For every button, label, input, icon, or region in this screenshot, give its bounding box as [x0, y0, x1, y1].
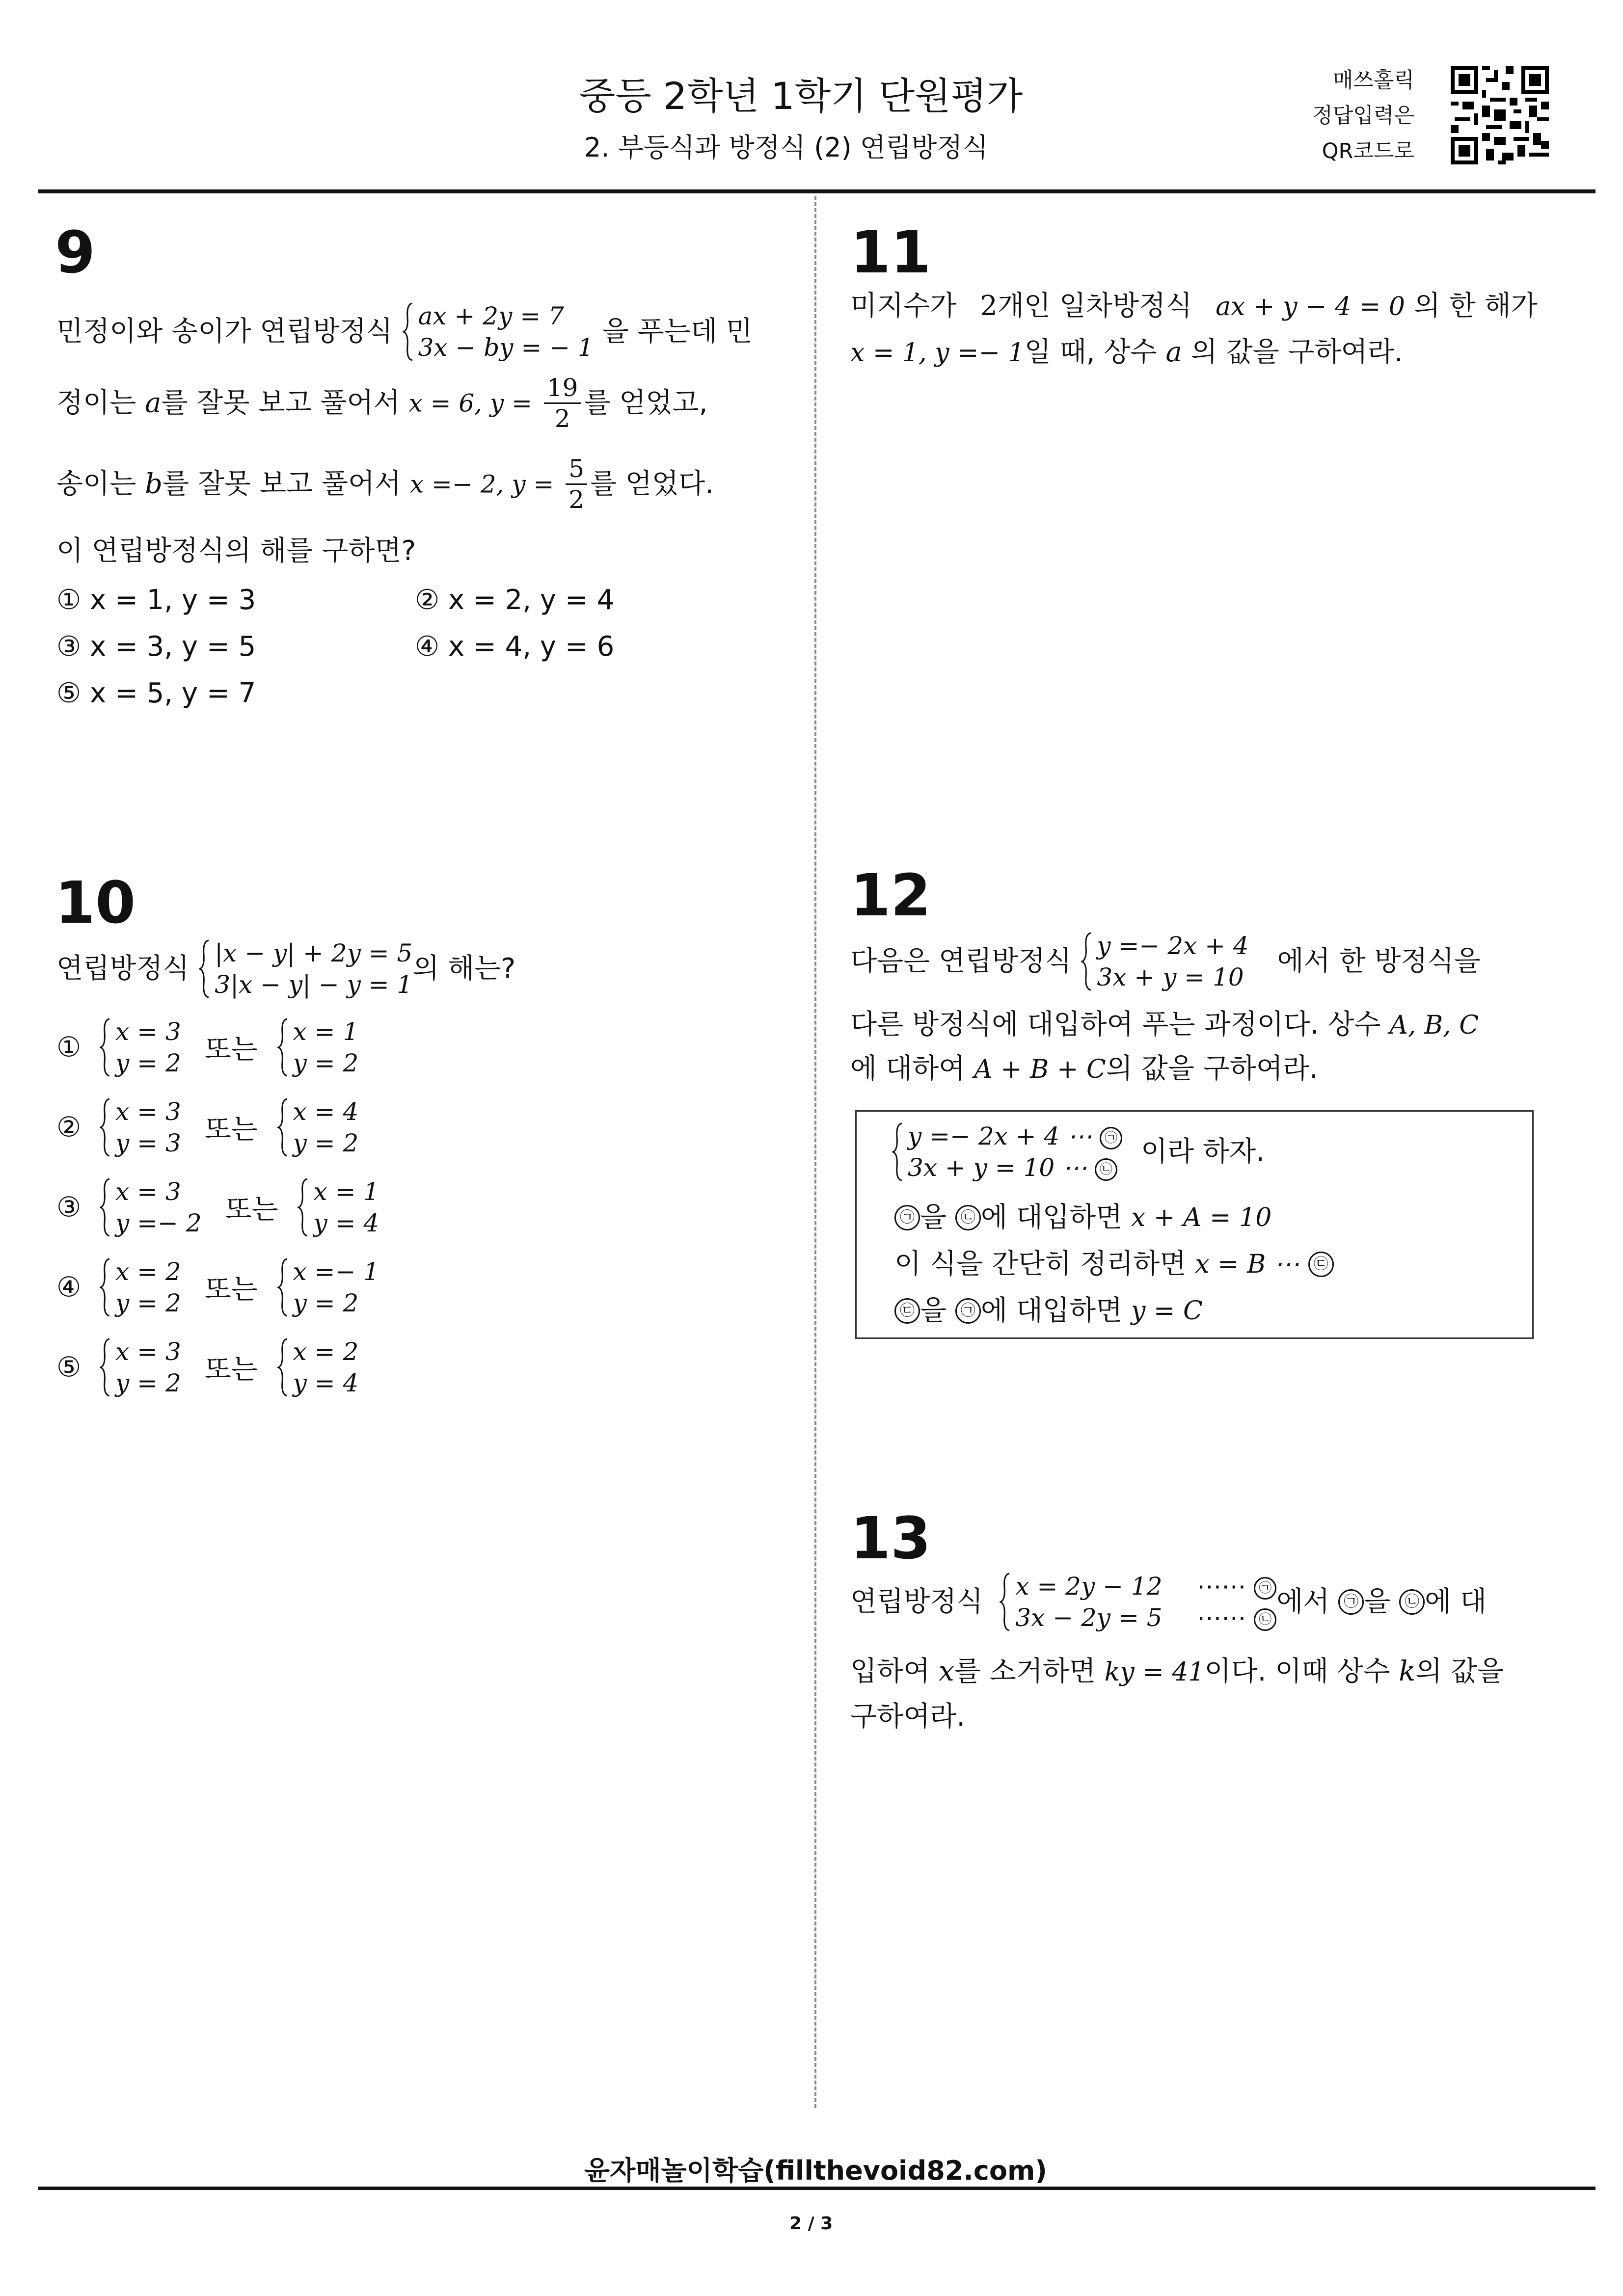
math-expr: x = 1, y =− 1: [850, 338, 1025, 368]
math-expr: ax + y − 4 = 0: [1216, 292, 1405, 321]
equation: y = 2: [293, 1289, 359, 1317]
choice[interactable]: ④ x = 4, y = 6: [415, 631, 615, 663]
box-text: 을: [920, 1201, 947, 1233]
variable: a: [1165, 336, 1182, 368]
equation: x = 1: [313, 1177, 379, 1206]
q9-text: 를 잘못 보고 풀어서: [161, 387, 400, 419]
equation: y = 2: [293, 1049, 359, 1077]
brace-icon: [100, 1338, 111, 1397]
q12-text: 에 대하여: [850, 1053, 966, 1085]
math-expr: ky = 41: [1104, 1657, 1205, 1687]
dots: ⋯⋯: [1197, 1603, 1246, 1632]
q9-line4: 이 연립방정식의 해를 구하면?: [56, 535, 416, 567]
equation: y = 2: [115, 1369, 181, 1397]
choice[interactable]: ③ x = 3, y = 5: [56, 631, 256, 663]
equation: x = 2: [115, 1257, 181, 1286]
q9-line1-post: 을 푸는데 민: [602, 316, 753, 347]
circled-label-icon: ㉠: [1254, 1577, 1276, 1600]
circled-label-icon: ㉡: [1254, 1608, 1276, 1631]
equation: y =− 2: [115, 1209, 202, 1237]
equation-system: [276, 1016, 359, 1079]
q12-text: 다음은 연립방정식: [850, 945, 1072, 977]
header-rule: [38, 189, 1596, 193]
equation-system: [276, 1256, 379, 1319]
equation-text: x = 2y − 12: [1015, 1572, 1163, 1601]
q11-text: 미지수가: [850, 290, 957, 322]
math-expr: A + B + C: [974, 1055, 1106, 1084]
brace-icon: [298, 1178, 309, 1237]
choice[interactable]: [56, 1096, 358, 1159]
brace-icon: [199, 939, 211, 998]
q11-text: 의 한 해가: [1413, 290, 1538, 322]
denominator: 2: [554, 404, 570, 433]
circled-label-icon: ㉢: [894, 1298, 920, 1324]
q13-text: 의 값을: [1415, 1655, 1504, 1687]
equation-system: [99, 1176, 202, 1239]
circled-label-icon: ㉢: [1308, 1252, 1334, 1277]
q11-line1: [850, 290, 1538, 322]
q13-text: 이다. 이때 상수: [1204, 1655, 1390, 1687]
equation: y = 4: [313, 1209, 379, 1237]
equation: y = 2: [115, 1289, 181, 1317]
equation: x =− 1: [293, 1257, 379, 1286]
qr-label-line: 정답입력은: [1312, 104, 1414, 128]
equation: [1015, 1571, 1276, 1602]
variable: b: [145, 468, 162, 500]
q9-text: 를 얻었고,: [584, 387, 708, 419]
q13-text: 을: [1364, 1586, 1391, 1618]
equation: y = 2: [293, 1129, 359, 1157]
box-text: 을: [920, 1294, 947, 1327]
math-expr: x = B ⋯: [1195, 1249, 1299, 1279]
equation: x = 3: [115, 1017, 181, 1046]
number: 2: [980, 290, 998, 322]
qr-label-line: QR코드로: [1322, 139, 1414, 163]
equation: [908, 1121, 1122, 1152]
or-text: 또는: [225, 1194, 278, 1226]
page-title: 중등 2학년 1학기 단원평가: [579, 74, 1023, 118]
equation-system: [999, 1571, 1276, 1633]
brace-icon: [892, 1122, 904, 1181]
brace-icon: [100, 1178, 111, 1237]
q9-text: 를 잘못 보고 풀어서: [162, 468, 402, 500]
q13-line3: 구하여라.: [850, 1701, 966, 1733]
equation: x = 3: [115, 1097, 181, 1126]
box-text: 에 대입하면: [980, 1294, 1123, 1327]
qr-label-line: 매쓰홀릭: [1332, 68, 1414, 93]
equation: x = 3: [115, 1337, 181, 1366]
dots: ⋯⋯: [1197, 1572, 1246, 1601]
choice[interactable]: ① x = 1, y = 3: [56, 584, 256, 616]
or-text: 또는: [204, 1034, 258, 1066]
column-divider: [814, 196, 816, 2108]
variable: k: [1399, 1655, 1416, 1687]
circled-label-icon: ㉡: [1399, 1589, 1425, 1615]
equation-system: [1080, 930, 1248, 993]
numerator: 5: [566, 454, 587, 485]
fraction: [566, 454, 587, 514]
or-text: 또는: [204, 1114, 258, 1146]
equation-system: [99, 1336, 181, 1399]
box-text: 이 식을 간단히 정리하면: [894, 1248, 1187, 1280]
equation-system: [276, 1096, 359, 1159]
question-number: 11: [850, 218, 931, 286]
q13-line1: [850, 1571, 1487, 1633]
q12-text: 에서 한 방정식을: [1277, 945, 1481, 977]
choice[interactable]: [56, 1336, 358, 1399]
equation: x = 4: [293, 1097, 359, 1126]
equation: x = 1: [293, 1017, 359, 1046]
footer-rule: [38, 2187, 1596, 2190]
variable: x: [939, 1655, 954, 1687]
q12-text: 다른 방정식에 대입하여 푸는 과정이다. 상수: [850, 1009, 1381, 1041]
question-number: 9: [55, 218, 96, 286]
q12-text: 의 값을 구하여라.: [1106, 1053, 1318, 1085]
equation-system: [99, 1096, 181, 1159]
q11-text: 의 값을 구하여라.: [1190, 336, 1403, 368]
choice[interactable]: [56, 1176, 379, 1239]
brace-icon: [100, 1258, 111, 1317]
choice[interactable]: [56, 1256, 379, 1319]
box-line1: [891, 1121, 1265, 1183]
q9-line1: [56, 300, 753, 363]
box-line2: [894, 1202, 1271, 1231]
q11-text: 일 때, 상수: [1024, 336, 1157, 368]
equation: 3|x − y| − y = 1: [215, 970, 413, 999]
equation: y = 4: [293, 1369, 359, 1397]
brace-icon: [403, 302, 414, 361]
math-expr: x + A = 10: [1131, 1202, 1272, 1232]
footer-brand: 윤자매놀이학습(fillthevoid82.com): [584, 2155, 1047, 2186]
q9-line2: [56, 373, 707, 433]
q11-line2: [850, 336, 1403, 368]
q9-text: 정이는: [56, 387, 136, 419]
equation: x = 3: [115, 1177, 181, 1206]
equation: 3x − by = − 1: [418, 333, 594, 362]
q10-post: 의 해는?: [412, 953, 516, 985]
box-line4: [894, 1296, 1203, 1325]
circled-label-icon: ㉡: [955, 1205, 981, 1230]
circled-label-icon: ㉠: [955, 1298, 981, 1324]
choice-mark: ⑤: [56, 1351, 81, 1384]
qr-code-icon[interactable]: [1451, 66, 1549, 164]
box-text: 에 대입하면: [980, 1201, 1123, 1233]
math-expr: y = C: [1131, 1296, 1203, 1326]
question-number: 12: [850, 861, 931, 929]
equation-text: y =− 2x + 4 ⋯: [908, 1122, 1092, 1150]
equation-system: [297, 1176, 379, 1239]
q9-line1-pre: 민정이와 송이가 연립방정식: [56, 316, 393, 347]
q9-line3: [56, 454, 714, 514]
variable: a: [145, 387, 162, 419]
equation: |x − y| + 2y = 5: [215, 939, 413, 967]
equation: 3x + y = 10: [1097, 963, 1244, 991]
q13-text: 연립방정식: [850, 1586, 983, 1618]
equation-system: [891, 1121, 1122, 1183]
q9-text: 송이는: [56, 468, 136, 500]
question-number: 13: [850, 1504, 931, 1572]
equation-text: 3x + y = 10 ⋯: [908, 1153, 1087, 1182]
q13-text: 에 대: [1425, 1586, 1487, 1618]
numerator: 19: [544, 373, 581, 404]
question-number: 10: [55, 869, 136, 936]
q13-line2: [850, 1655, 1504, 1687]
circled-label-icon: ㉠: [894, 1205, 920, 1230]
q13-text: 에서: [1276, 1586, 1330, 1618]
q13-text: 입하여: [850, 1655, 930, 1687]
box-text: 이라 하자.: [1140, 1136, 1265, 1168]
page-number: 2 / 3: [789, 2214, 833, 2234]
brace-icon: [277, 1338, 289, 1397]
q12-line2: [850, 1011, 1479, 1039]
q12-line3: [850, 1055, 1318, 1083]
math-expr: x =− 2, y =: [409, 470, 554, 499]
brace-icon: [277, 1258, 289, 1317]
equation-text: 3x − 2y = 5: [1015, 1603, 1163, 1632]
equation: y = 2: [115, 1049, 181, 1077]
math-expr: x = 6, y =: [408, 389, 532, 418]
box-line3: [894, 1249, 1334, 1278]
equation-system: [99, 1256, 181, 1319]
math-expr: A, B, C: [1389, 1011, 1479, 1040]
brace-icon: [1081, 932, 1093, 991]
denominator: 2: [568, 485, 584, 514]
q11-text: 개인 일차방정식: [997, 290, 1192, 322]
circled-label-icon: ㉡: [1095, 1158, 1117, 1181]
choice-mark: ③: [56, 1191, 81, 1224]
circled-label-icon: ㉠: [1100, 1127, 1122, 1149]
choice-mark: ①: [56, 1031, 81, 1064]
equation: [908, 1152, 1122, 1183]
page-subtitle: 2. 부등식과 방정식 (2) 연립방정식: [584, 132, 988, 163]
equation: [1015, 1602, 1276, 1633]
q9-text: 를 얻었다.: [590, 468, 714, 500]
q12-line1: [850, 930, 1481, 993]
q10-pre: 연립방정식: [56, 953, 189, 985]
equation-system: [276, 1336, 359, 1399]
brace-icon: [277, 1018, 289, 1077]
equation-system: [198, 937, 412, 1000]
equation-system: [99, 1016, 181, 1079]
or-text: 또는: [204, 1274, 258, 1306]
brace-icon: [100, 1098, 111, 1157]
choice-mark: ②: [56, 1111, 81, 1144]
fraction: [544, 373, 581, 433]
brace-icon: [277, 1098, 289, 1157]
choice-mark: ④: [56, 1271, 81, 1304]
brace-icon: [1000, 1573, 1011, 1631]
choice[interactable]: ⑤ x = 5, y = 7: [56, 677, 256, 709]
equation-system: [402, 300, 594, 363]
or-text: 또는: [204, 1354, 258, 1386]
equation: x = 2: [293, 1337, 359, 1366]
choice[interactable]: ② x = 2, y = 4: [415, 584, 615, 616]
equation: y = 3: [115, 1129, 181, 1157]
equation: y =− 2x + 4: [1097, 932, 1249, 960]
qr-label: [1218, 63, 1414, 169]
q13-text: 를 소거하면: [954, 1655, 1096, 1687]
brace-icon: [100, 1018, 111, 1077]
equation: ax + 2y = 7: [418, 302, 564, 330]
choice[interactable]: [56, 1016, 358, 1079]
q10-stem: [56, 937, 515, 1000]
circled-label-icon: ㉠: [1338, 1589, 1364, 1615]
